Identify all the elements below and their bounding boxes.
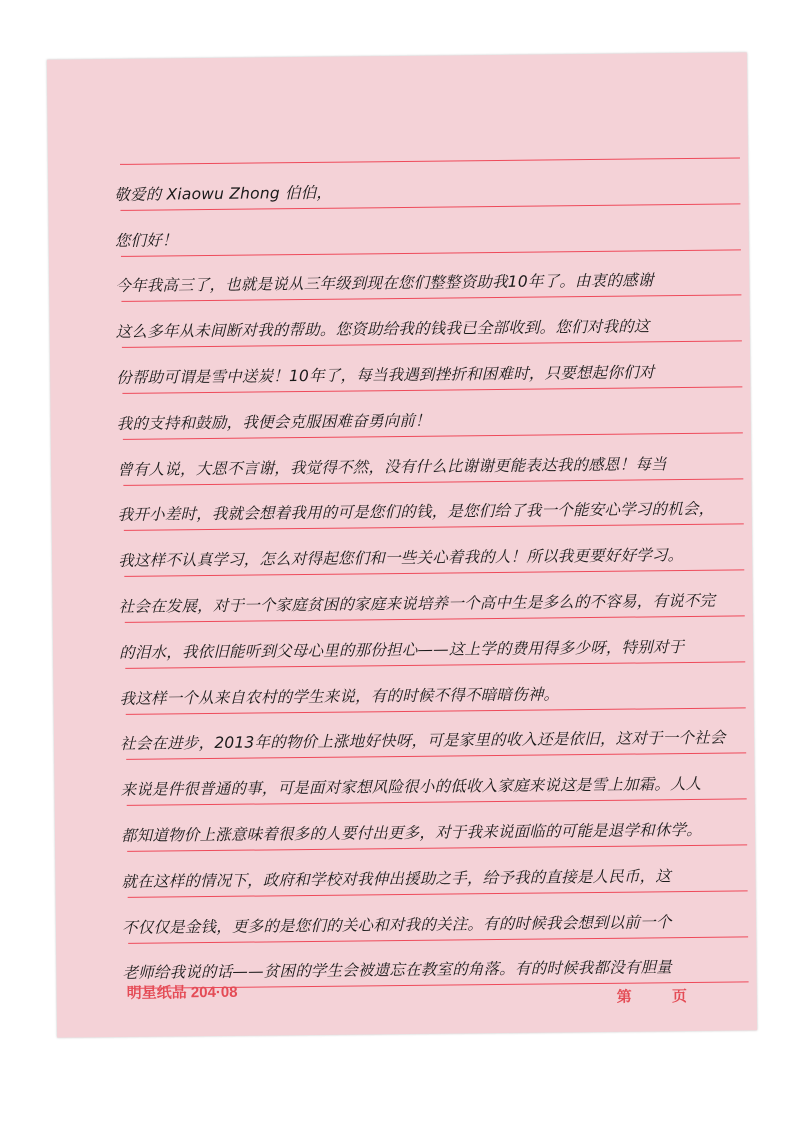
letter-line: 今年我高三了，也就是说从三年级到现在您们整整资助我10年了。由衷的感谢 xyxy=(115,271,654,296)
letter-line: 我这样不认真学习，怎么对得起您们和一些关心着我的人！所以我更要好好学习。 xyxy=(118,546,684,571)
page-label: 第 页 xyxy=(616,987,706,1006)
letter-line: 的泪水，我依旧能听到父母心里的那份担心——这上学的费用得多少呀，特别对于 xyxy=(119,637,685,662)
letter-line: 这么多年从未间断对我的帮助。您资助给我的钱我已全部收到。您们对我的这 xyxy=(115,317,650,342)
ruled-lines xyxy=(47,52,747,59)
letter-line: 份帮助可谓是雪中送炭！10年了，每当我遇到挫折和困难时，只要想起你们对 xyxy=(116,363,655,387)
letter-line: 敬爱的 Xiaowu Zhong 伯伯， xyxy=(114,183,333,204)
letter-line: 我的支持和鼓励，我便会克服困难奋勇向前！ xyxy=(116,411,431,433)
letter-line: 曾有人说，大恩不言谢，我觉得不然，没有什么比谢谢更能表达我的感恩！每当 xyxy=(117,454,667,479)
letter-line: 您们好！ xyxy=(114,230,178,250)
letter-line: 我这样一个从来自农村的学生来说，有的时候不得不暗暗伤神。 xyxy=(119,684,560,708)
letter-line: 社会在进步，2013年的物价上涨地好快呀，可是家里的收入还是依旧，这对于一个社会 xyxy=(119,729,726,754)
paper-brand: 明星纸品 204·08 xyxy=(126,983,238,1002)
letter-line: 老师给我说的话——贫困的学生会被遗忘在教室的角落。有的时候我都没有胆量 xyxy=(122,958,673,983)
rule-line xyxy=(120,157,740,164)
letter-paper xyxy=(47,52,757,1037)
letter-line: 就在这样的情况下，政府和学校对我伸出援助之手，给予我的直接是人民币，这 xyxy=(121,866,672,891)
letter-line: 社会在发展，对于一个家庭贫困的家庭来说培养一个高中生是多么的不容易，有说不完 xyxy=(118,591,716,616)
letter-line: 来说是件很普通的事，可是面对家想风险很小的低收入家庭来说这是雪上加霜。人人 xyxy=(120,775,702,800)
letter-line: 不仅仅是金钱，更多的是您们的关心和对我的关注。有的时候我会想到以前一个 xyxy=(121,912,672,937)
letter-line: 我开小差时，我就会想着我用的可是您们的钱，是您们给了我一个能安心学习的机会， xyxy=(117,500,715,525)
letter-line: 都知道物价上涨意味着很多的人要付出更多，对于我来说面临的可能是退学和休学。 xyxy=(120,820,703,845)
letter-body xyxy=(47,52,747,983)
